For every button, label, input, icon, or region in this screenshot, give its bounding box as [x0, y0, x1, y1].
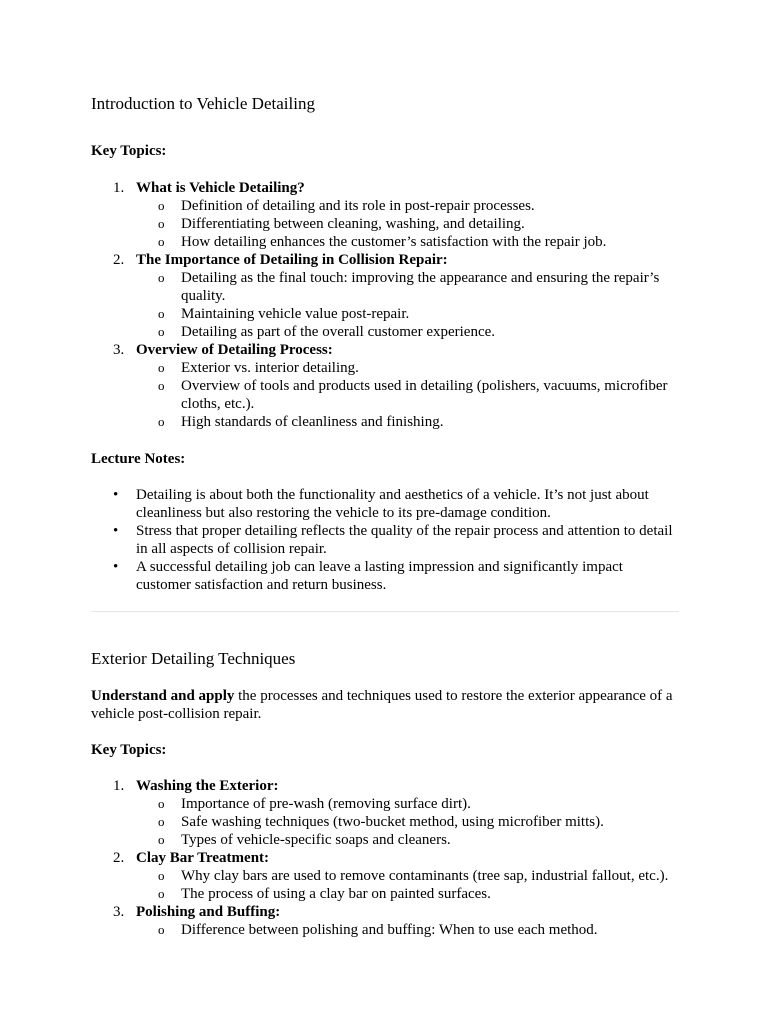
- sub-item: [136, 813, 681, 831]
- circle-bullet-icon: o: [158, 886, 165, 901]
- circle-bullet-icon: o: [158, 216, 165, 231]
- topic-number: 2.: [113, 252, 125, 268]
- sub-item-text: Detailing as part of the overall customer experience.: [181, 324, 496, 340]
- sub-item-text: Why clay bars are used to remove contaminants (tree sap, industrial fallout, etc.).: [181, 868, 669, 884]
- topics-list-intro: [91, 179, 681, 431]
- key-topics-label: Key Topics:: [91, 143, 167, 159]
- sub-item: [136, 197, 681, 215]
- circle-bullet-icon: o: [158, 360, 165, 375]
- sub-list: [136, 359, 681, 431]
- circle-bullet-icon: o: [158, 796, 165, 811]
- note-text: Stress that proper detailing reflects the quality of the repair process and attention to detail in all aspects of collision repair.: [136, 523, 673, 557]
- sub-list: [136, 197, 681, 251]
- topic-item: [91, 777, 681, 849]
- sub-item-text: Maintaining vehicle value post-repair.: [181, 306, 410, 322]
- topic-number: 1.: [113, 180, 125, 196]
- sub-item: [136, 377, 681, 413]
- sub-item: [136, 269, 681, 305]
- sub-item-text: Exterior vs. interior detailing.: [181, 360, 359, 376]
- lecture-notes-label: Lecture Notes:: [91, 451, 186, 467]
- sub-item-text: How detailing enhances the customer’s satisfaction with the repair job.: [181, 234, 607, 250]
- topic-title: What is Vehicle Detailing?: [136, 180, 305, 196]
- sub-item: [136, 885, 681, 903]
- topic-number: 3.: [113, 342, 125, 358]
- note-text: A successful detailing job can leave a lasting impression and significantly impact customer satisfaction and return business.: [136, 559, 623, 593]
- sub-item-text: Overview of tools and products used in detailing (polishers, vacuums, microfiber cloths, etc.).: [181, 378, 668, 412]
- topic-title: Washing the Exterior:: [136, 778, 279, 794]
- sub-item: [136, 867, 681, 885]
- section-title-exterior: Exterior Detailing Techniques: [91, 649, 296, 668]
- topic-title: Polishing and Buffing:: [136, 904, 281, 920]
- circle-bullet-icon: o: [158, 414, 165, 429]
- note-item: [91, 486, 681, 522]
- topics-list-exterior: [91, 777, 681, 939]
- sub-item: [136, 831, 681, 849]
- topic-item: [91, 849, 681, 903]
- sub-item: [136, 359, 681, 377]
- sub-item-text: Definition of detailing and its role in post-repair processes.: [181, 198, 535, 214]
- topic-title: Overview of Detailing Process:: [136, 342, 333, 358]
- document-content: [91, 93, 681, 939]
- topic-number: 2.: [113, 850, 125, 866]
- note-item: [91, 558, 681, 594]
- sub-item: [136, 215, 681, 233]
- sub-item: [136, 795, 681, 813]
- topic-item: [91, 903, 681, 939]
- circle-bullet-icon: o: [158, 868, 165, 883]
- topic-item: [91, 179, 681, 251]
- circle-bullet-icon: o: [158, 324, 165, 339]
- intro-bold: Understand and apply: [91, 688, 235, 704]
- circle-bullet-icon: o: [158, 832, 165, 847]
- sub-list: [136, 795, 681, 849]
- circle-bullet-icon: o: [158, 922, 165, 937]
- sub-item-text: Differentiating between cleaning, washing, and detailing.: [181, 216, 525, 232]
- bullet-icon: •: [113, 487, 119, 503]
- sub-item-text: Importance of pre-wash (removing surface dirt).: [181, 796, 471, 812]
- sub-item-text: High standards of cleanliness and finishing.: [181, 414, 444, 430]
- sub-item-text: Types of vehicle-specific soaps and cleaners.: [181, 832, 451, 848]
- sub-item: [136, 323, 681, 341]
- sub-item: [136, 305, 681, 323]
- lecture-notes-list: [91, 486, 681, 594]
- topic-item: [91, 251, 681, 341]
- topic-title: The Importance of Detailing in Collision Repair:: [136, 252, 448, 268]
- sub-item-text: Safe washing techniques (two-bucket method, using microfiber mitts).: [181, 814, 604, 830]
- circle-bullet-icon: o: [158, 814, 165, 829]
- sub-item-text: Difference between polishing and buffing: When to use each method.: [181, 922, 598, 938]
- sub-list: [136, 269, 681, 341]
- bullet-icon: •: [113, 559, 119, 575]
- sub-item: [136, 921, 681, 939]
- topic-number: 3.: [113, 904, 125, 920]
- sub-item-text: Detailing as the final touch: improving the appearance and ensuring the repair’s quality.: [181, 270, 660, 304]
- sub-list: [136, 867, 681, 903]
- section-intro: [91, 687, 681, 723]
- topic-title: Clay Bar Treatment:: [136, 850, 270, 866]
- sub-item: [136, 413, 681, 431]
- topic-number: 1.: [113, 778, 125, 794]
- section-title-intro: Introduction to Vehicle Detailing: [91, 94, 315, 113]
- circle-bullet-icon: o: [158, 234, 165, 249]
- bullet-icon: •: [113, 523, 119, 539]
- intro-rest: the processes and techniques used to restore the exterior appearance of a vehicle post-collision repair.: [91, 688, 673, 722]
- circle-bullet-icon: o: [158, 378, 165, 393]
- sub-item-text: The process of using a clay bar on painted surfaces.: [181, 886, 491, 902]
- sub-item: [136, 233, 681, 251]
- circle-bullet-icon: o: [158, 306, 165, 321]
- note-item: [91, 522, 681, 558]
- key-topics-label: Key Topics:: [91, 742, 167, 758]
- topic-item: [91, 341, 681, 431]
- circle-bullet-icon: o: [158, 198, 165, 213]
- note-text: Detailing is about both the functionality and aesthetics of a vehicle. It’s not just about cleanliness but also restoring the vehicle to its pre-damage condition.: [136, 487, 649, 521]
- sub-list: [136, 921, 681, 939]
- circle-bullet-icon: o: [158, 270, 165, 285]
